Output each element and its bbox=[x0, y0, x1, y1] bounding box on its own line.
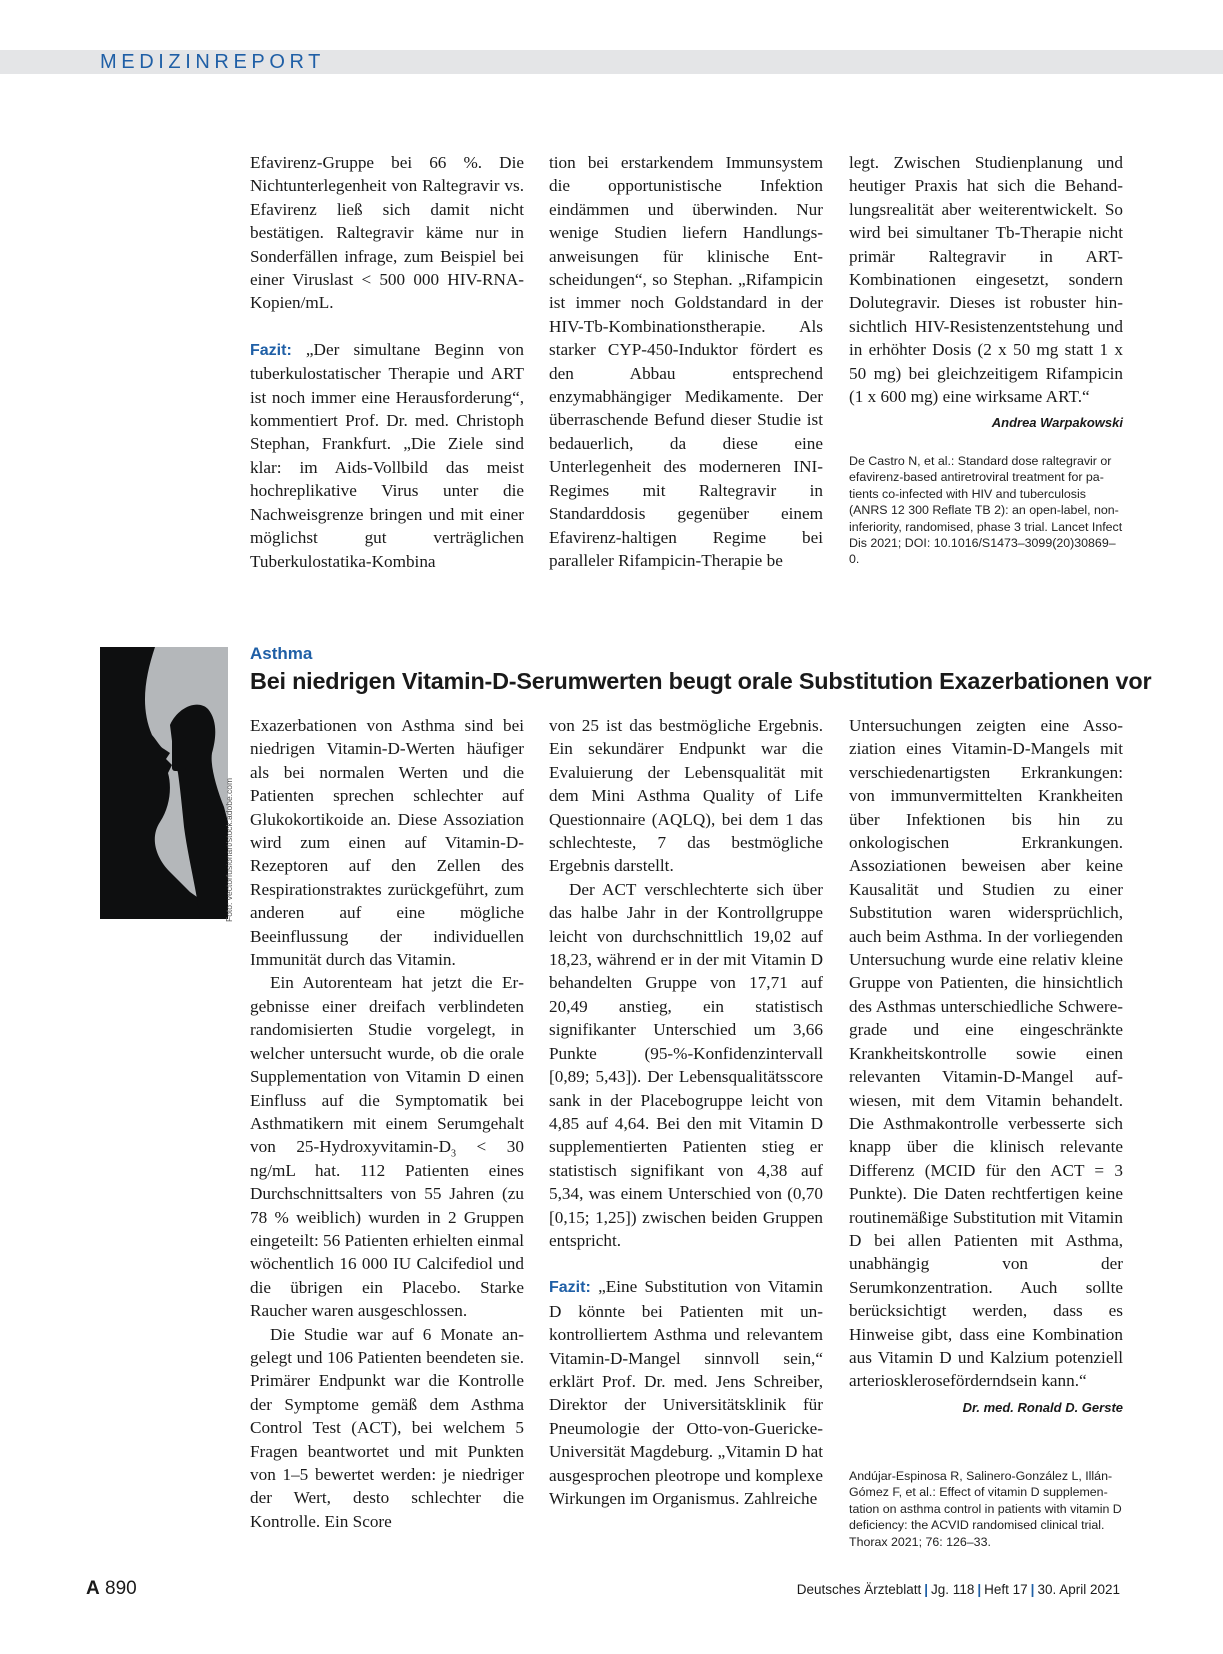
paragraph-text: Ein Autorenteam hat jetzt die Ergebnisse einer dreifach verblindeten randomisierten Studie vorgelegt, in welcher untersucht wurde, ob die orale Supplementation von Vitamin D einen Einfluss auf die Symptomatik bei Asthmatikern mit einem Serumgehalt von 25-Hydroxyvitamin-D bbox=[250, 973, 524, 1157]
paragraph-text: < 30 ng/mL hat. 112 Patienten eines Durchschnittsalters von 55 Jahren (zu 78 % weiblich) wurden in 2 Gruppen eingeteilt: 56 Patienten erhielten einmal wöchentlich 16 000 IU Calcifediol und die übrigen ein Placebo. Starke Raucher waren ausgeschlossen. bbox=[250, 1137, 524, 1321]
fazit-paragraph bbox=[549, 1275, 823, 1510]
paragraph-text: legt. Zwischen Studienplanung und heutiger Praxis hat sich die Behandlungsrealität aber weiterentwickelt. So wird bei simultaner Tb-Therapie nicht primär Raltegravir in ART-Kombinationen eingesetzt, sondern Dolutegravir. Dieses ist robuster hinsichtlich HIV-Resistenzentstehung und in erhöhter Dosis (2 x 50 mg statt 1 x 50 mg) bei gleichzeitigem Rifampicin (1 x 600 mg) eine wirksame ART.“ bbox=[849, 153, 1123, 407]
article-kicker: Asthma bbox=[250, 644, 313, 663]
article2-column-3 bbox=[849, 714, 1123, 1419]
article2-column-1 bbox=[250, 714, 524, 1533]
subscript: 3 bbox=[451, 1148, 456, 1160]
paragraph bbox=[250, 971, 524, 1322]
page-prefix: A bbox=[86, 1578, 100, 1599]
volume: Jg. 118 bbox=[931, 1582, 975, 1597]
fazit-label: Fazit: bbox=[250, 341, 292, 359]
paragraph: Exazerbationen von Asthma sind bei niedrigen Vitamin-D-Werten häufiger als bei normalen Werten und die Patienten sprechen schlechter auf Glukokortikoide an. Diese Assoziation wird zum einen auf Vitamin-D-Rezeptoren auf den Zellen des Respirationstraktes zurückgeführt, zum anderen auf eine mögliche Beeinflussung der individuellen Immunität durch das Vitamin. bbox=[250, 716, 524, 970]
article1-reference: De Castro N, et al.: Standard dose raltegravir or efavirenz-based antiretroviral treatment for patients co-infected with HIV and tuberculosis (ANRS 12 300 Reflate TB 2): an open-label, non-inferiority, randomised, phase 3 trial. Lancet Infect Dis 2021; DOI: 10.1016/S1473–3099(20)30869–0. bbox=[849, 454, 1123, 567]
separator: | bbox=[977, 1582, 982, 1597]
page-number-value: 890 bbox=[105, 1578, 137, 1599]
section-label: MEDIZINREPORT bbox=[100, 51, 325, 73]
page-number bbox=[86, 1578, 137, 1600]
article2-reference: Andújar-Espinosa R, Salinero-González L, Illán-Gómez F, et al.: Effect of vitamin D supplementation on asthma control in patients with vitamin D deficiency: the ACVID randomised clinical trial. Thorax 2021; 76: 126–33. bbox=[849, 1469, 1122, 1549]
photo-credit: Foto: vectorfusionart/stock.adobe.com bbox=[224, 777, 234, 922]
article-headline: Bei niedrigen Vitamin-D-Serumwerten beugt orale Substitution Exazerbationen vor bbox=[250, 668, 1152, 694]
author: Andrea Warpakowski bbox=[991, 415, 1123, 431]
issue: Heft 17 bbox=[984, 1582, 1028, 1597]
article1-column-2 bbox=[549, 151, 823, 572]
author: Dr. med. Ronald D. Gerste bbox=[962, 1399, 1123, 1415]
journal-info bbox=[797, 1582, 1120, 1597]
asthma-inhaler-photo bbox=[100, 647, 228, 919]
article1-column-3 bbox=[849, 151, 1123, 435]
fazit-text: „Eine Substitution von Vitamin D könnte bei Patienten mit unkontrolliertem Asthma und relevantem Vitamin-D-Mangel sinnvoll sein,“ erklärt Prof. Dr. med. Jens Schreiber, Direktor der Universitätsklinik für Pneumologie der Otto-von-Guericke-Universität Magdeburg. „Vitamin D hat ausgesprochen pleotrope und komplexe Wirkungen im Organismus. Zahlreiche bbox=[549, 1277, 823, 1508]
fazit-text: „Der simultane Beginn von tuberkulostatischer Therapie und ART ist noch immer eine Herausforderung“, kommentiert Prof. Dr. med. Christoph Stephan, Frankfurt. „Die Ziele sind klar: im Aids-Vollbild das meist hochreplikative Virus unter die Nachweisgrenze bringen und mit einer möglichst gut verträglichen Tuberkulostatika-Kombina bbox=[250, 339, 524, 571]
paragraph: Der ACT verschlechterte sich über das halbe Jahr in der Kontrollgruppe leicht von durchschnittlich 19,02 auf 18,23, während er in der mit Vitamin D behandelten Gruppe von 17,71 auf 20,49 anstieg, ein statistisch signifikanter Unterschied um 3,66 Punkte (95-%-Konfidenzintervall [0,89; 5,43]). Der Lebensqualitätsscore sank in der Placebogruppe leicht von 4,85 auf 4,64. Bei den mit Vitamin D supplementierten Patienten stieg er statistisch signifikant von 4,38 auf 5,34, was einem Unterschied von (0,70 [0,15; 1,25]) zwischen beiden Gruppen entspricht. bbox=[549, 879, 823, 1250]
paragraph: Die Studie war auf 6 Monate angelegt und 106 Patienten beendeten sie. Primärer Endpunkt war die Kontrolle der Symptome gemäß dem Asthma Control Test (ACT), bei welchem 5 Fragen beantwortet und mit Punkten von 1–5 bewertet werden: je niedriger der Wert, desto schlechter die Kontrolle. Ein Score bbox=[250, 1324, 524, 1531]
paragraph-text: Untersuchungen zeigten eine Assoziation eines Vitamin-D-Mangels mit verschiedenartigsten Erkrankungen: von immunvermittelten Krankheiten über Infektionen bis hin zu onkologischen Erkrankungen. Assoziationen beweisen aber keine Kausalität und Studien zu einer Substitution waren widersprüchlich, auch beim Asthma. In der vorliegenden Untersuchung wurde eine relativ kleine Gruppe von Patienten, die hinsichtlich des Asthmas unterschiedliche Schweregrade und eine eingeschränkte Krankheitskontrolle sowie einen relevanten Vitamin-D-Mangel aufwiesen, mit dem Vitamin behandelt. Die Asthmakontrolle verbesserte sich knapp über die klinisch relevante Differenz (MCID für den ACT = 3 Punkte). Die Daten rechtfertigen keine routinemäßige Substitution mit Vitamin D bei allen Patienten mit Asthma, unabhängig von der Serumkonzentration. Auch sollte berücksichtigt werden, dass es Hinweise gibt, dass eine Kombination aus Vitamin D und Kalzium potenziell arterioskleroseförderndsein kann.“ bbox=[849, 716, 1123, 1391]
paragraph bbox=[849, 151, 1123, 431]
fazit-label: Fazit: bbox=[549, 1279, 591, 1297]
paragraph: tion bei erstarkendem Immunsystem die opportunistische Infektion eindämmen und überwinden. Nur wenige Studien liefern Handlungsanweisungen für klinische Entscheidungen“, so Stephan. „Rifampicin ist immer noch Goldstandard in der HIV-Tb-Kombinationstherapie. Als starker CYP-450-Induktor fördert es den Abbau entsprechend enzymabhängiger Medikamente. Der überraschende Befund dieser Studie ist bedauerlich, da diese eine Unterlegenheit des moderneren INI-Regimes mit Raltegravir in Standarddosis gegenüber einem Efavirenz-haltigen Regime bei paralleler Rifampicin-Therapie be bbox=[549, 153, 823, 570]
article2-column-2 bbox=[549, 714, 823, 1510]
separator: | bbox=[1030, 1582, 1035, 1597]
separator: | bbox=[924, 1582, 929, 1597]
journal-name: Deutsches Ärzteblatt bbox=[796, 1582, 922, 1597]
paragraph bbox=[849, 714, 1123, 1415]
article1-column-1 bbox=[250, 151, 524, 573]
date: 30. April 2021 bbox=[1037, 1582, 1120, 1597]
fazit-paragraph bbox=[250, 338, 524, 573]
paragraph: Efavirenz-Gruppe bei 66 %. Die Nichtunterlegenheit von Raltegravir vs. Efavirenz ließ sich damit nicht bestätigen. Raltegravir käme nur in Sonderfällen infrage, zum Beispiel bei einer Viruslast < 500 000 HIV-RNA-Kopien/mL. bbox=[250, 153, 524, 313]
paragraph: von 25 ist das bestmögliche Ergebnis. Ein sekundärer Endpunkt war die Evaluierung der Lebensqualität mit dem Mini Asthma Quality of Life Questionnaire (AQLQ), bei dem 1 das schlechteste, 7 das bestmögliche Ergebnis darstellt. bbox=[549, 716, 823, 876]
